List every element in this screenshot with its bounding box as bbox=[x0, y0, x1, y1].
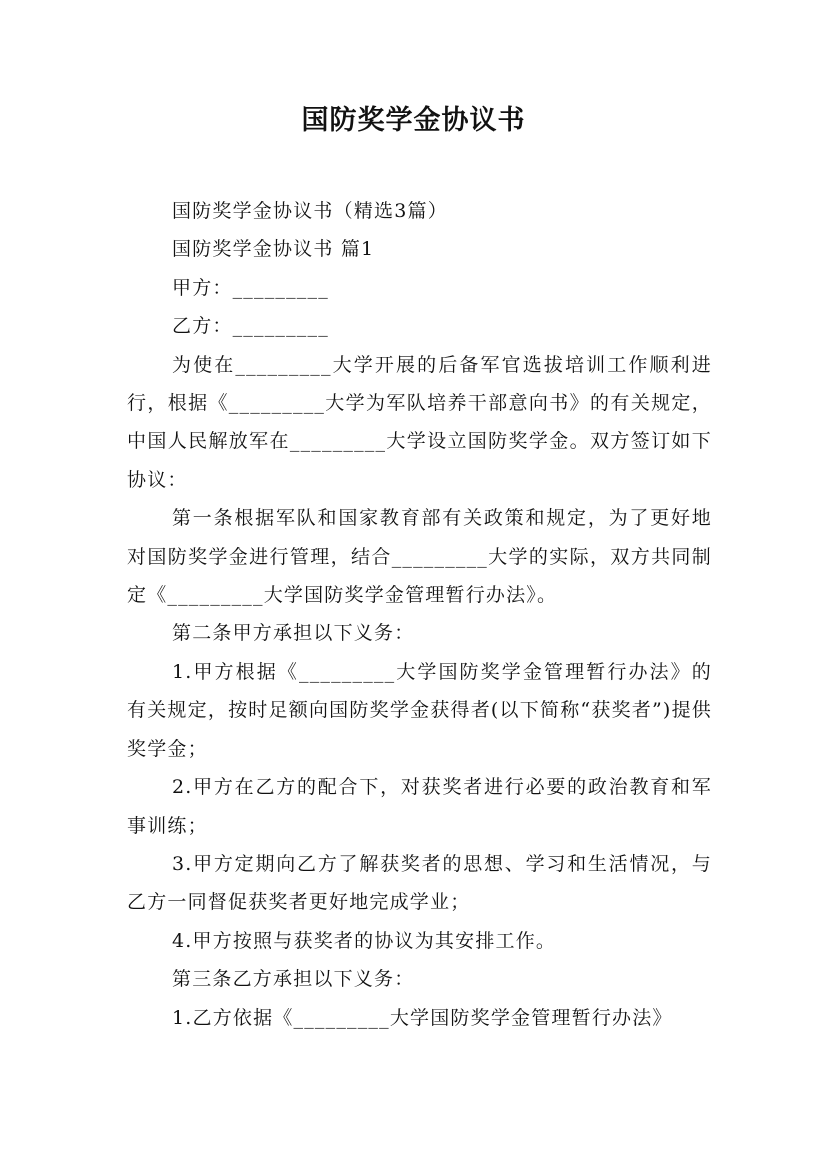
paragraph-subtitle: 国防奖学金协议书（精选3篇） bbox=[172, 200, 448, 222]
document-title: 国防奖学金协议书 bbox=[301, 105, 526, 136]
paragraph-party-a: 甲方：_________ bbox=[172, 276, 329, 299]
paragraph-article-2-item-3: 3.甲方定期向乙方了解获奖者的思想、学习和生活情况，与乙方一同督促获奖者更好地完成学业； bbox=[127, 852, 712, 914]
paragraph-article-3-item-1: 1.乙方依据《_________大学国防奖学金管理暂行办法》 bbox=[172, 1006, 673, 1029]
paragraph-article-2-heading: 第二条甲方承担以下义务： bbox=[172, 622, 415, 645]
paragraph-article-1: 第一条根据军队和国家教育部有关政策和规定，为了更好地对国防奖学金进行管理，结合_________大学的实际，双方共同制定《_________大学国防奖学金管理暂行办法》。 bbox=[127, 507, 712, 607]
paragraph-article-2-item-4: 4.甲方按照与获奖者的协议为其安排工作。 bbox=[172, 929, 557, 952]
paragraph-section-heading: 国防奖学金协议书 篇1 bbox=[172, 238, 375, 261]
paragraph-party-b: 乙方：_________ bbox=[172, 315, 329, 338]
paragraph-article-2-item-1: 1.甲方根据《_________大学国防奖学金管理暂行办法》的有关规定，按时足额向国防奖学金获得者(以下简称“获奖者”)提供奖学金； bbox=[127, 660, 712, 760]
paragraph-article-2-item-2: 2.甲方在乙方的配合下，对获奖者进行必要的政治教育和军事训练； bbox=[127, 776, 712, 837]
document-body bbox=[127, 192, 712, 1037]
paragraph-preamble: 为使在_________大学开展的后备军官选拔培训工作顺利进行，根据《_________大学为军队培养干部意向书》的有关规定，中国人民解放军在_________大学设立国防奖学金。双方签订如下协议： bbox=[127, 353, 712, 491]
paragraph-article-3-heading: 第三条乙方承担以下义务： bbox=[172, 968, 415, 991]
